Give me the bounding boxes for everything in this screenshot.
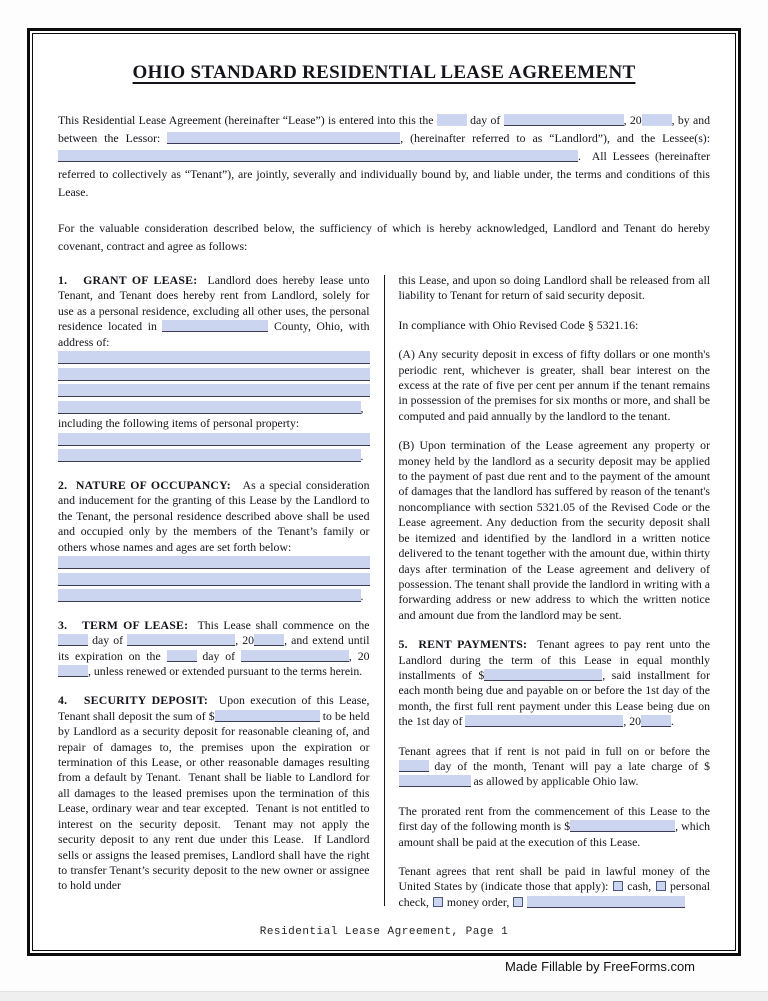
fill-in-field[interactable] bbox=[437, 114, 467, 126]
address-fill-lines: , bbox=[58, 350, 370, 416]
fill-in-field[interactable] bbox=[58, 449, 361, 462]
fill-in-field[interactable] bbox=[58, 384, 370, 397]
column-divider bbox=[384, 275, 385, 906]
fill-in-field[interactable] bbox=[465, 715, 623, 727]
fill-in-field[interactable] bbox=[241, 650, 349, 662]
freeforms-credit: Made Fillable by FreeForms.com bbox=[505, 959, 695, 975]
two-column-layout bbox=[58, 273, 710, 910]
section-heading: 2. NATURE OF OCCUPANCY: bbox=[58, 478, 231, 492]
fill-in-field[interactable] bbox=[58, 634, 88, 646]
section-heading: 5. RENT PAYMENTS: bbox=[398, 637, 528, 652]
clause-b-paragraph: (B) Upon termination of the Lease agreement any property or money held by the landlord as a security deposit may be applied to the payment of past due rent and to the payment of the amount of damages that the landlord has suffered by reason of the tenant's noncompliance with section 5321.05 of the Revised Code or the Lease agreement. Any deduction from the security deposit shall be itemized and identified by the landlord in a written notice delivered to the tenant together with the amount due, within thirty days after termination of the Lease agreement and delivery of possession. The tenant shall provide the landlord in writing with a forwarding address or new address to which the written notice and amount due from the landlord may be sent. bbox=[398, 438, 710, 622]
fill-in-field[interactable] bbox=[58, 368, 370, 381]
bottom-strip bbox=[0, 991, 768, 1001]
left-column bbox=[58, 273, 370, 910]
late-charge-paragraph: Tenant agrees that if rent is not paid in full on or before the day of the month, Tenant will pay a late charge of $ as allowed by applicable Ohio law. bbox=[398, 743, 710, 789]
checkbox[interactable] bbox=[656, 881, 666, 891]
fill-in-field[interactable] bbox=[527, 896, 685, 908]
occupants-fill-lines: . bbox=[58, 555, 370, 605]
fill-in-field[interactable] bbox=[399, 760, 429, 772]
fill-in-field[interactable] bbox=[641, 715, 671, 727]
fill-in-field[interactable] bbox=[399, 775, 471, 787]
section-4-security-deposit: 4. SECURITY DEPOSIT: Upon execution of this Lease, Tenant shall deposit the sum of $ to be held by Landlord as a security deposit for reasonable cleaning of, and repair of damages to, the premises upon the expiration or termination of this Lease, or other reasonable damages resulting from a default by Tenant. Tenant shall be liable to Landlord for all damages to the leased premises upon the termination of this Lease, ordinary wear and tear excepted. Tenant is not entitled to interest on the security deposit. Tenant may not apply the security deposit to any rent due under this Lease. If Landlord sells or assigns the leased premises, Landlord shall have the right to transfer Tenant’s security deposit to the new owner or assignee to hold under bbox=[58, 693, 370, 893]
fill-in-field[interactable] bbox=[162, 320, 268, 332]
clause-a-paragraph: (A) Any security deposit in excess of fifty dollars or one month's periodic rent, whichever is greater, shall bear interest on the excess at the rate of five per cent per annum if the tenant remains in possession of the premises for six months or more, and shall be computed and paid annually by the landlord to the tenant. bbox=[398, 347, 710, 423]
fill-in-field[interactable] bbox=[254, 634, 284, 646]
section-heading: 4. SECURITY DEPOSIT: bbox=[58, 693, 209, 708]
intro-paragraph: This Residential Lease Agreement (hereinafter “Lease”) is entered into this the day of , 20 , by and between the Lessor: , (hereinafter referred to as “Landlord”), and the Lessee(s): . All Lessees (hereinafter referred to collectively as “Tenant”), are jointly, severally and individually bound by, and liable under, the terms and conditions of this Lease. bbox=[58, 113, 710, 199]
fill-in-field[interactable] bbox=[504, 114, 624, 126]
payment-method-paragraph: Tenant agrees that rent shall be paid in lawful money of the United States by (indicate those that apply): cash, personal check, money order, bbox=[398, 864, 710, 909]
fill-in-field[interactable] bbox=[167, 650, 197, 662]
checkbox[interactable] bbox=[613, 881, 623, 891]
fill-in-field[interactable] bbox=[58, 556, 370, 569]
personal-property-fill-lines: . bbox=[58, 432, 370, 465]
section-2-nature-of-occupancy: 2. NATURE OF OCCUPANCY: As a special consideration and inducement for the granting of this Lease by the Landlord to the Tenant, the personal residence described above shall be used and occupied only by the members of the Tenant’s family or others whose names and ages are set forth below: bbox=[58, 478, 370, 554]
section-1-grant-of-lease: 1. GRANT OF LEASE: Landlord does hereby lease unto Tenant, and Tenant does hereby rent from Landlord, solely for use as a personal residence, excluding all other uses, the personal residence located in County, Ohio, with address of: bbox=[58, 273, 370, 349]
page-border-outer bbox=[27, 28, 741, 956]
fill-in-field[interactable] bbox=[127, 634, 235, 646]
fill-in-field[interactable] bbox=[642, 114, 672, 126]
section-heading: 1. GRANT OF LEASE: bbox=[58, 273, 198, 287]
fill-in-field[interactable] bbox=[58, 433, 370, 446]
fill-in-field[interactable] bbox=[58, 351, 370, 364]
document-title: OHIO STANDARD RESIDENTIAL LEASE AGREEMENT bbox=[132, 62, 636, 83]
section-5-rent-payments: 5. RENT PAYMENTS: Tenant agrees to pay rent unto the Landlord during the term of this Lease in equal monthly installments of $ , said installment for each month being due and payable on or before the 1st day of the month, the first full rent payment under this Lease being due on the 1st day of , 20 . bbox=[398, 637, 711, 729]
consideration-paragraph: For the valuable consideration described below, the sufficiency of which is hereby acknowledged, Landlord and Tenant do hereby covenant, contract and agree as follows: bbox=[58, 221, 710, 253]
right-column bbox=[399, 273, 711, 910]
fill-in-field[interactable] bbox=[58, 150, 578, 162]
fill-in-field[interactable] bbox=[58, 589, 361, 602]
section-4-continuation: this Lease, and upon so doing Landlord shall be released from all liability to Tenant for return of said security deposit. bbox=[398, 273, 710, 303]
personal-property-intro: including the following items of personal property: bbox=[58, 416, 300, 431]
intro-block bbox=[58, 111, 710, 255]
fill-in-field[interactable] bbox=[58, 665, 88, 677]
checkbox[interactable] bbox=[513, 897, 523, 907]
fill-in-field[interactable] bbox=[167, 132, 400, 144]
section-3-term-of-lease: 3. TERM OF LEASE: This Lease shall commence on the day of , 20 , and extend until its expiration on the day of , 20, unless renewed or extended pursuant to the terms herein. bbox=[58, 617, 370, 679]
prorated-rent-paragraph: The prorated rent from the commencement of this Lease to the first day of the following month is $ , which amount shall be paid at the execution of this Lease. bbox=[398, 803, 710, 849]
page-footer: Residential Lease Agreement, Page 1 bbox=[259, 926, 509, 939]
fill-in-field[interactable] bbox=[570, 820, 675, 832]
checkbox[interactable] bbox=[433, 897, 443, 907]
fill-in-field[interactable] bbox=[215, 710, 320, 722]
fill-in-field[interactable] bbox=[58, 401, 361, 414]
fill-in-field[interactable] bbox=[484, 669, 602, 681]
compliance-line: In compliance with Ohio Revised Code § 5321.16: bbox=[398, 317, 639, 332]
section-heading: 3. TERM OF LEASE: bbox=[58, 617, 189, 632]
fill-in-field[interactable] bbox=[58, 573, 370, 586]
lease-page bbox=[32, 33, 736, 951]
